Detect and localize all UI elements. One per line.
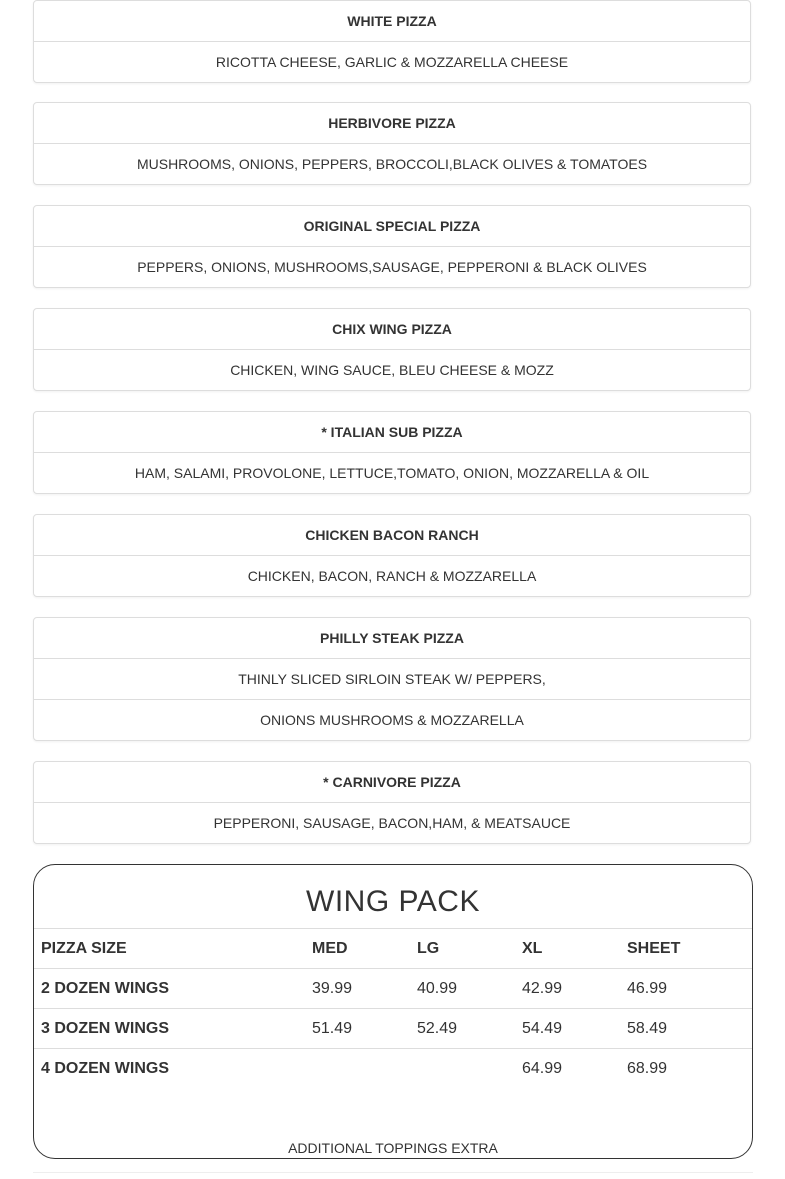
row-label: 4 DOZEN WINGS <box>34 1049 305 1089</box>
price-sheet: 68.99 <box>620 1049 752 1089</box>
pizza-card-herbivore <box>33 102 751 185</box>
price-sheet: 58.49 <box>620 1009 752 1049</box>
pizza-name: WHITE PIZZA <box>347 13 437 29</box>
pizza-toppings: HAM, SALAMI, PROVOLONE, LETTUCE,TOMATO, ONION, MOZZARELLA & OIL <box>34 452 750 493</box>
price-sheet: 46.99 <box>620 969 752 1009</box>
table-row <box>34 1049 752 1089</box>
pizza-name: HERBIVORE PIZZA <box>328 115 456 131</box>
price-xl: 54.49 <box>515 1009 620 1049</box>
price-lg: 40.99 <box>410 969 515 1009</box>
table-row <box>34 1009 752 1049</box>
pizza-toppings: THINLY SLICED SIRLOIN STEAK W/ PEPPERS, <box>34 658 750 699</box>
table-header-row <box>34 929 752 969</box>
pizza-toppings: ONIONS MUSHROOMS & MOZZARELLA <box>34 699 750 740</box>
header-pizza-size: PIZZA SIZE <box>34 929 305 969</box>
price-xl: 64.99 <box>515 1049 620 1089</box>
pizza-toppings: CHICKEN, WING SAUCE, BLEU CHEESE & MOZZ <box>34 349 750 390</box>
pizza-toppings: RICOTTA CHEESE, GARLIC & MOZZARELLA CHEESE <box>34 41 750 82</box>
pizza-toppings: PEPPERS, ONIONS, MUSHROOMS,SAUSAGE, PEPPERONI & BLACK OLIVES <box>34 246 750 287</box>
price-med <box>305 1049 410 1089</box>
pizza-name: PHILLY STEAK PIZZA <box>320 630 464 646</box>
wing-pack-panel <box>33 864 753 1159</box>
pizza-card-chix-wing <box>33 308 751 391</box>
pizza-card-white <box>33 0 751 83</box>
pizza-card-chicken-bacon-ranch <box>33 514 751 597</box>
price-med: 39.99 <box>305 969 410 1009</box>
price-lg <box>410 1049 515 1089</box>
pizza-name: * CARNIVORE PIZZA <box>323 774 461 790</box>
pizza-toppings: CHICKEN, BACON, RANCH & MOZZARELLA <box>34 555 750 596</box>
row-label: 2 DOZEN WINGS <box>34 969 305 1009</box>
pizza-toppings: MUSHROOMS, ONIONS, PEPPERS, BROCCOLI,BLACK OLIVES & TOMATOES <box>34 143 750 184</box>
pizza-name: CHIX WING PIZZA <box>332 321 452 337</box>
pizza-toppings: PEPPERONI, SAUSAGE, BACON,HAM, & MEATSAUCE <box>34 802 750 843</box>
price-xl: 42.99 <box>515 969 620 1009</box>
header-med: MED <box>305 929 410 969</box>
pizza-name: CHICKEN BACON RANCH <box>305 527 479 543</box>
pizza-card-italian-sub <box>33 411 751 494</box>
pizza-name: * ITALIAN SUB PIZZA <box>321 424 463 440</box>
table-row <box>34 969 752 1009</box>
toppings-footnote: ADDITIONAL TOPPINGS EXTRA <box>288 1140 498 1156</box>
header-sheet: SHEET <box>620 929 752 969</box>
pizza-name: ORIGINAL SPECIAL PIZZA <box>303 218 481 234</box>
pizza-card-original-special <box>33 205 751 288</box>
row-label: 3 DOZEN WINGS <box>34 1009 305 1049</box>
pizza-card-carnivore <box>33 761 751 844</box>
price-lg: 52.49 <box>410 1009 515 1049</box>
header-lg: LG <box>410 929 515 969</box>
wing-pack-title: WING PACK <box>306 885 480 918</box>
price-med: 51.49 <box>305 1009 410 1049</box>
wing-pack-table <box>34 928 752 1088</box>
pizza-card-philly-steak <box>33 617 751 741</box>
header-xl: XL <box>515 929 620 969</box>
